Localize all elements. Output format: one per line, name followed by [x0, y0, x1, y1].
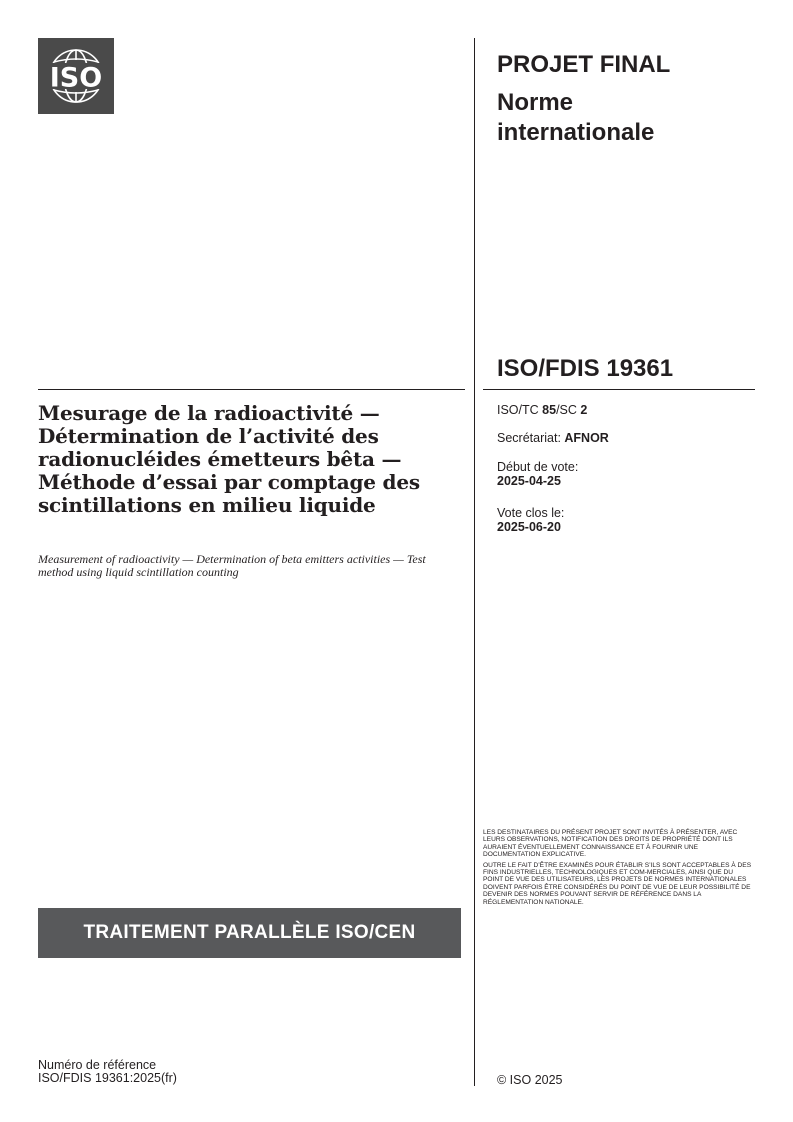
- banner-text: TRAITEMENT PARALLÈLE ISO/CEN: [83, 922, 416, 943]
- reference-value: ISO/FDIS 19361:2025(fr): [38, 1071, 177, 1085]
- title-english: Measurement of radioactivity — Determination of beta emitters activities — Test method using liquid scintillation counting: [38, 552, 426, 579]
- iso-globe-icon: [38, 38, 114, 114]
- left-horizontal-rule: [38, 389, 465, 390]
- recipients-notice: [483, 829, 753, 909]
- title-french: Mesurage de la radioactivité — Détermination de l’activité des radionucléides émetteurs bêta — Méthode d’essai par comptage des scintillations en milieu liquide: [38, 401, 420, 517]
- secretariat-line: [497, 431, 609, 445]
- sc-number: 2: [580, 403, 588, 417]
- document-status: PROJET FINAL: [497, 51, 671, 78]
- sc-prefix: /SC: [556, 403, 581, 417]
- tc-number: 85: [542, 403, 557, 417]
- document-number: ISO/FDIS 19361: [497, 355, 674, 382]
- logo-text: ISO: [49, 62, 103, 94]
- vote-end-label: Vote clos le:: [497, 506, 565, 520]
- secretariat-value: AFNOR: [564, 431, 609, 445]
- vertical-divider: [474, 38, 475, 1086]
- tc-prefix: ISO/TC: [497, 403, 543, 417]
- copyright: © ISO 2025: [497, 1073, 563, 1087]
- secretariat-label: Secrétariat:: [497, 431, 565, 445]
- vote-start-label: Début de vote:: [497, 460, 579, 474]
- vote-start-date: 2025-04-25: [497, 474, 561, 488]
- reference-number: [38, 1059, 177, 1085]
- notice-paragraph-1: LES DESTINATAIRES DU PRÉSENT PROJET SONT INVITÉS À PRÉSENTER, AVEC LEURS OBSERVATIONS, NOTIFICATION DES DROITS DE PROPRIÉTÉ DONT ILS AURAIENT ÉVENTUELLEMENT CONNAISSANCE ET À FOURNIR UNE DOCUMENTATION EXPLICATIVE.: [483, 829, 738, 859]
- right-horizontal-rule: [483, 389, 755, 390]
- committee-line: [497, 403, 587, 417]
- iso-logo: [38, 38, 114, 114]
- reference-label: Numéro de référence: [38, 1058, 157, 1072]
- notice-paragraph-2: OUTRE LE FAIT D’ÊTRE EXAMINÉS POUR ÉTABLIR S’ILS SONT ACCEPTABLES À DES FINS INDUSTRIELLES, TECHNOLOGIQUES ET COM-MERCIALES, AINSI QUE DU POINT DE VUE DES UTILISATEURS, LES PROJETS DE NORMES INTERNATIONALES DOIVENT PARFOIS ÊTRE CONSIDÉRÉS DU POINT DE VUE DE LEUR POSSIBILITÉ DE DEVENIR DES NORMES POUVANT SERVIR DE RÉFÉRENCE DANS LA RÉGLEMENTATION NATIONALE.: [483, 861, 752, 906]
- document-type: Norme internationale: [497, 89, 655, 146]
- vote-end-date: 2025-06-20: [497, 520, 561, 534]
- parallel-processing-banner: [38, 908, 461, 958]
